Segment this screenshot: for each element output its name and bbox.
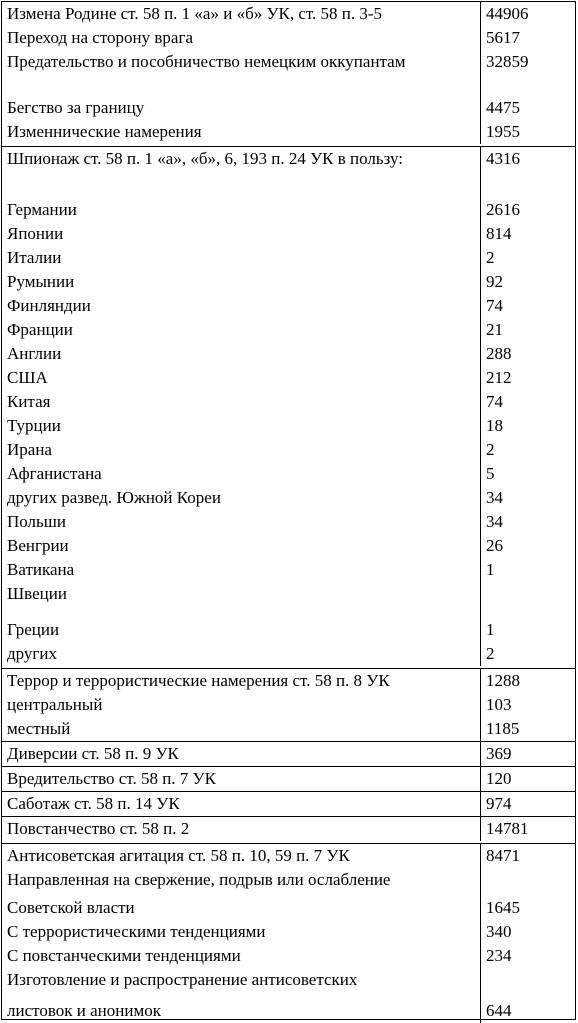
row-label: Швеции — [7, 584, 67, 603]
table-row — [2, 270, 575, 294]
row-value: 8471 — [481, 844, 576, 869]
row-value: 103 — [481, 693, 576, 717]
row-value: 92 — [481, 270, 576, 294]
row-label: Саботаж ст. 58 п. 14 УК — [7, 794, 180, 813]
row-value: 1 — [481, 612, 576, 642]
row-value: 120 — [481, 767, 576, 792]
table-row — [2, 366, 575, 390]
table-block — [2, 816, 575, 841]
row-label: Антисоветская агитация ст. 58 п. 10, 59 п. 7 УК — [7, 846, 350, 865]
row-value: 1645 — [481, 892, 576, 920]
table-row — [2, 462, 575, 486]
table-row — [2, 510, 575, 534]
row-label: Японии — [7, 224, 64, 243]
table-row — [2, 96, 575, 120]
row-label: других — [7, 644, 57, 663]
row-label: Вредительство ст. 58 п. 7 УК — [7, 769, 216, 788]
row-label: Германии — [7, 200, 77, 219]
table-row — [2, 944, 575, 968]
table-row — [2, 120, 575, 144]
table-row — [2, 642, 575, 666]
table-row — [2, 817, 575, 842]
row-label: Советской власти — [7, 898, 135, 917]
row-label: Англии — [7, 344, 62, 363]
row-value: 5617 — [481, 26, 576, 50]
table-row — [2, 222, 575, 246]
row-value: 1955 — [481, 120, 576, 144]
row-label: Повстанчество ст. 58 п. 2 — [7, 819, 190, 838]
table-block — [2, 2, 575, 144]
row-value: 814 — [481, 222, 576, 246]
table-row — [2, 920, 575, 944]
row-value: 34 — [481, 510, 576, 534]
table-block — [2, 741, 575, 766]
table-row — [2, 50, 575, 96]
row-value: 234 — [481, 944, 576, 968]
row-value: 32859 — [481, 50, 576, 96]
row-value: 26 — [481, 534, 576, 558]
table-row — [2, 992, 575, 1023]
row-label: Диверсии ст. 58 п. 9 УК — [7, 744, 179, 763]
row-value: 1 — [481, 558, 576, 582]
row-label: местный — [7, 719, 71, 738]
row-label: Афганистана — [7, 464, 102, 483]
row-value: 2 — [481, 642, 576, 666]
row-value: 21 — [481, 318, 576, 342]
row-label: других развед. Южной Кореи — [7, 488, 221, 507]
row-label: Террор и террористические намерения ст. 58 п. 8 УК — [7, 671, 390, 690]
row-label: Румынии — [7, 272, 75, 291]
table-row — [2, 198, 575, 222]
row-value: 4475 — [481, 96, 576, 120]
table-row — [2, 294, 575, 318]
table-row — [2, 844, 575, 869]
row-label: Франции — [7, 320, 73, 339]
row-label: Изменнические намерения — [7, 122, 202, 141]
table-row — [2, 342, 575, 366]
row-value: 4316 — [481, 147, 576, 199]
row-label: Финляндии — [7, 296, 91, 315]
row-value: 1288 — [481, 669, 576, 694]
table-block — [2, 668, 575, 741]
row-value: 5 — [481, 462, 576, 486]
row-value: 2 — [481, 246, 576, 270]
row-value: 340 — [481, 920, 576, 944]
table-row — [2, 26, 575, 50]
table-row — [2, 246, 575, 270]
row-label: Венгрии — [7, 536, 69, 555]
table-row — [2, 2, 575, 26]
statistics-table — [1, 1, 576, 1020]
table-row — [2, 742, 575, 767]
table-row — [2, 534, 575, 558]
row-label: Направленная на свержение, подрыв или ослабление — [7, 870, 391, 889]
table-row — [2, 414, 575, 438]
table-row — [2, 318, 575, 342]
table-row — [2, 558, 575, 582]
row-label: С террористическими тенденциями — [7, 922, 266, 941]
row-value: 18 — [481, 414, 576, 438]
row-label: С повстанческими тенденциями — [7, 946, 241, 965]
row-value: 1185 — [481, 717, 576, 741]
table-row — [2, 968, 575, 992]
row-value: 74 — [481, 390, 576, 414]
row-value: 14781 — [481, 817, 576, 842]
row-label: листовок и анонимок — [7, 1001, 161, 1020]
row-value: 2616 — [481, 198, 576, 222]
table-row — [2, 147, 575, 199]
row-label: Польши — [7, 512, 66, 531]
table-row — [2, 669, 575, 694]
row-value: 212 — [481, 366, 576, 390]
table-row — [2, 693, 575, 717]
row-value: 644 — [481, 992, 576, 1023]
row-label: центральный — [7, 695, 103, 714]
row-label: Китая — [7, 392, 51, 411]
table-block — [2, 843, 575, 1023]
row-label: Ирана — [7, 440, 52, 459]
row-label: Переход на сторону врага — [7, 28, 193, 47]
row-label: Ватикана — [7, 560, 75, 579]
table-block — [2, 766, 575, 791]
row-label: Бегство за границу — [7, 98, 145, 117]
row-value: 34 — [481, 486, 576, 510]
table-block — [2, 791, 575, 816]
table-row — [2, 390, 575, 414]
table-row — [2, 486, 575, 510]
row-value — [481, 868, 576, 892]
table-block — [2, 146, 575, 666]
row-label: США — [7, 368, 48, 387]
row-value: 44906 — [481, 2, 576, 26]
row-label: Италии — [7, 248, 62, 267]
table-row — [2, 612, 575, 642]
row-value: 2 — [481, 438, 576, 462]
row-value — [481, 582, 576, 612]
row-value: 288 — [481, 342, 576, 366]
row-label: Измена Родине ст. 58 п. 1 «а» и «б» УК, ст. 58 п. 3-5 — [7, 4, 383, 23]
table-row — [2, 868, 575, 892]
table-row — [2, 892, 575, 920]
row-label: Греции — [7, 620, 60, 639]
table-row — [2, 717, 575, 741]
row-value: 369 — [481, 742, 576, 767]
row-value: 974 — [481, 792, 576, 817]
row-value: 74 — [481, 294, 576, 318]
table-row — [2, 767, 575, 792]
row-value — [481, 968, 576, 992]
row-label: Шпионаж ст. 58 п. 1 «а», «б», 6, 193 п. 24 УК в пользу: — [7, 149, 403, 168]
row-label: Турции — [7, 416, 61, 435]
row-label: Изготовление и распространение антисоветских — [7, 970, 358, 989]
table-row — [2, 438, 575, 462]
table-row — [2, 792, 575, 817]
table-row — [2, 582, 575, 612]
row-label: Предательство и пособничество немецким оккупантам — [7, 52, 406, 71]
